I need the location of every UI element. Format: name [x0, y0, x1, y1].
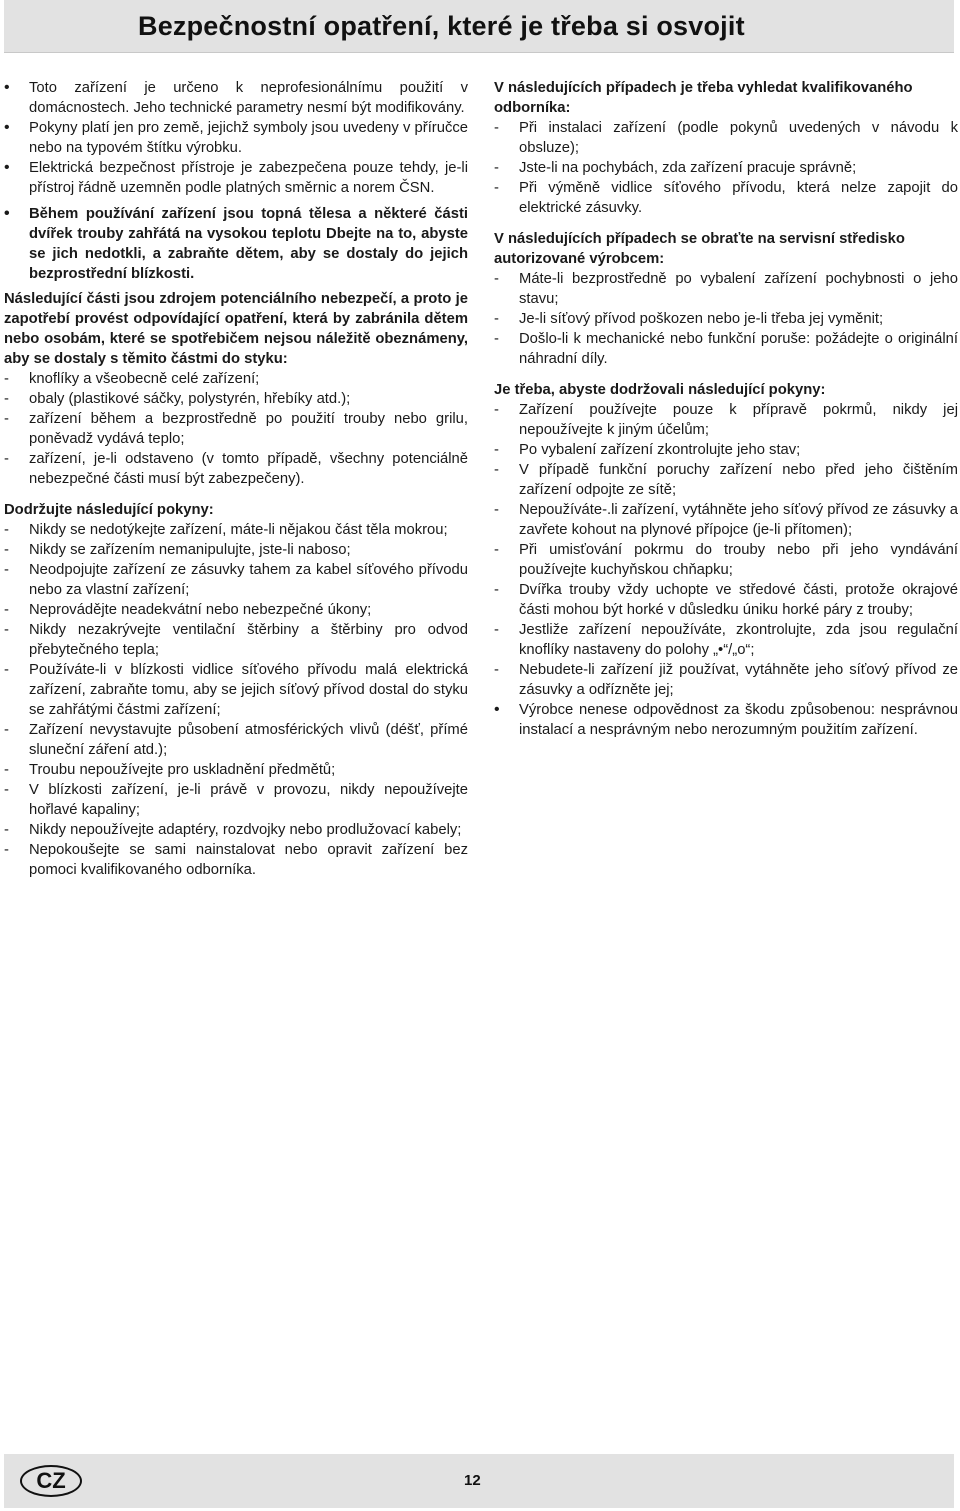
list-item: - Nepoužíváte-.li zařízení, vytáhněte jeho síťový přívod ze zásuvky a zavřete kohout na plynové přípojce (je-li přítomen);	[494, 500, 958, 540]
list-item: - zařízení, je-li odstaveno (v tomto případě, všechny potenciálně nebezpečné části musí být zabezpečeny).	[4, 449, 468, 489]
rules-heading: Dodržujte následující pokyny:	[4, 502, 214, 518]
country-badge: CZ	[20, 1465, 82, 1497]
list-item: - Došlo-li k mechanické nebo funkční poruše: požádejte o originální náhradní díly.	[494, 329, 958, 369]
specialist-heading: V následujících případech je třeba vyhledat kvalifikovaného odborníka:	[494, 80, 913, 116]
list-item: - Je-li síťový přívod poškozen nebo je-li třeba jej vyměnit;	[494, 309, 958, 329]
list-item: - Při instalaci zařízení (podle pokynů uvedených v návodu k obsluze);	[494, 118, 958, 158]
list-item: - Nebudete-li zařízení již používat, vytáhněte jeho síťový přívod ze zásuvky a odřízněte jej;	[494, 660, 958, 700]
list-item: - knoflíky a všeobecně celé zařízení;	[4, 369, 468, 389]
list-item: - obaly (plastikové sáčky, polystyrén, hřebíky atd.);	[4, 389, 468, 409]
bullet-item: • Elektrická bezpečnost přístroje je zabezpečena pouze tehdy, je-li přístroj řádně uzemněn podle platných směrnic a norem ČSN.	[4, 158, 468, 198]
danger-heading: Následující části jsou zdrojem potenciálního nebezpečí, a proto je zapotřebí provést odpovídající opatření, která by zabránila dětem nebo osobám, které se spotřebičem nejsou náležitě obeznámeny, aby se dostaly s těmito částmi do styku:	[4, 291, 468, 367]
rules-list	[4, 520, 468, 880]
list-item: - Používáte-li v blízkosti vidlice síťového přívodu malá elektrická zařízení, zabraňte tomu, aby se jejich síťový přívod dostal do styku se zahřátými částmi zařízení;	[4, 660, 468, 720]
list-item: - Nikdy se nedotýkejte zařízení, máte-li nějakou část těla mokrou;	[4, 520, 468, 540]
page-title: Bezpečnostní opatření, které je třeba si osvojit	[138, 11, 745, 41]
list-item: - Po vybalení zařízení zkontrolujte jeho stav;	[494, 440, 958, 460]
list-item: - Nikdy se zařízením nemanipulujte, jste-li naboso;	[4, 540, 468, 560]
list-item: - Troubu nepoužívejte pro uskladnění předmětů;	[4, 760, 468, 780]
footer-bar	[4, 1454, 954, 1508]
danger-list	[4, 369, 468, 489]
care-heading: Je třeba, abyste dodržovali následující pokyny:	[494, 382, 826, 398]
service-heading: V následujících případech se obraťte na servisní středisko autorizované výrobcem:	[494, 231, 905, 267]
bullet-item-warning: • Během používání zařízení jsou topná tělesa a některé části dvířek trouby zahřátá na vysokou teplotu Dbejte na to, abyste se jich nedotkli, a zabraňte dětem, aby se dostaly do jejich bezprostřední blízkosti.	[4, 204, 468, 284]
list-item: - Dvířka trouby vždy uchopte ve středové části, protože okrajové části mohou být horké v důsledku úniku horké páry z trouby;	[494, 580, 958, 620]
specialist-list	[494, 118, 958, 218]
list-item: - Jestliže zařízení nepoužíváte, zkontrolujte, zda jsou regulační knoflíky nastaveny do polohy „•“/„o“;	[494, 620, 958, 660]
list-item: - Zařízení používejte pouze k přípravě pokrmů, nikdy jej nepoužívejte k jiným účelům;	[494, 400, 958, 440]
list-item: - Při výměně vidlice síťového přívodu, která nelze zapojit do elektrické zásuvky.	[494, 178, 958, 218]
list-item: - Při umisťování pokrmu do trouby nebo při jeho vyndávání používejte kuchyňskou chňapku;	[494, 540, 958, 580]
left-column	[4, 78, 468, 880]
list-item: - V blízkosti zařízení, je-li právě v provozu, nikdy nepoužívejte hořlavé kapaliny;	[4, 780, 468, 820]
list-item: - Neprovádějte neadekvátní nebo nebezpečné úkony;	[4, 600, 468, 620]
list-item: - Nikdy nepoužívejte adaptéry, rozdvojky nebo prodlužovací kabely;	[4, 820, 468, 840]
service-list	[494, 269, 958, 369]
bullet-item: • Toto zařízení je určeno k neprofesionálnímu použití v domácnostech. Jeho technické parametry nesmí být modifikovány.	[4, 78, 468, 118]
page-number: 12	[464, 1472, 481, 1489]
general-bullets	[4, 78, 468, 284]
list-item: - Máte-li bezprostředně po vybalení zařízení pochybnosti o jeho stavu;	[494, 269, 958, 309]
list-item: - Neodpojujte zařízení ze zásuvky tahem za kabel síťového přívodu nebo za vlastní zařízení;	[4, 560, 468, 600]
list-item: - V případě funkční poruchy zařízení nebo před jeho čištěním zařízení odpojte ze sítě;	[494, 460, 958, 500]
list-item: - Jste-li na pochybách, zda zařízení pracuje správně;	[494, 158, 958, 178]
care-list	[494, 400, 958, 740]
title-bar	[4, 0, 954, 53]
list-item: - zařízení během a bezprostředně po použití trouby nebo grilu, poněvadž vydává teplo;	[4, 409, 468, 449]
right-column	[494, 78, 958, 740]
list-item: - Nikdy nezakrývejte ventilační štěrbiny a štěrbiny pro odvod přebytečného tepla;	[4, 620, 468, 660]
bullet-item: • Pokyny platí jen pro země, jejichž symboly jsou uvedeny v příručce nebo na typovém štítku výrobku.	[4, 118, 468, 158]
list-item: - Nepokoušejte se sami nainstalovat nebo opravit zařízení bez pomoci kvalifikovaného odborníka.	[4, 840, 468, 880]
liability-item: • Výrobce nenese odpovědnost za škodu způsobenou: nesprávnou instalací a nesprávným nebo nerozumným použitím zařízení.	[494, 700, 958, 740]
list-item: - Zařízení nevystavujte působení atmosférických vlivů (déšť, přímé sluneční záření atd.);	[4, 720, 468, 760]
